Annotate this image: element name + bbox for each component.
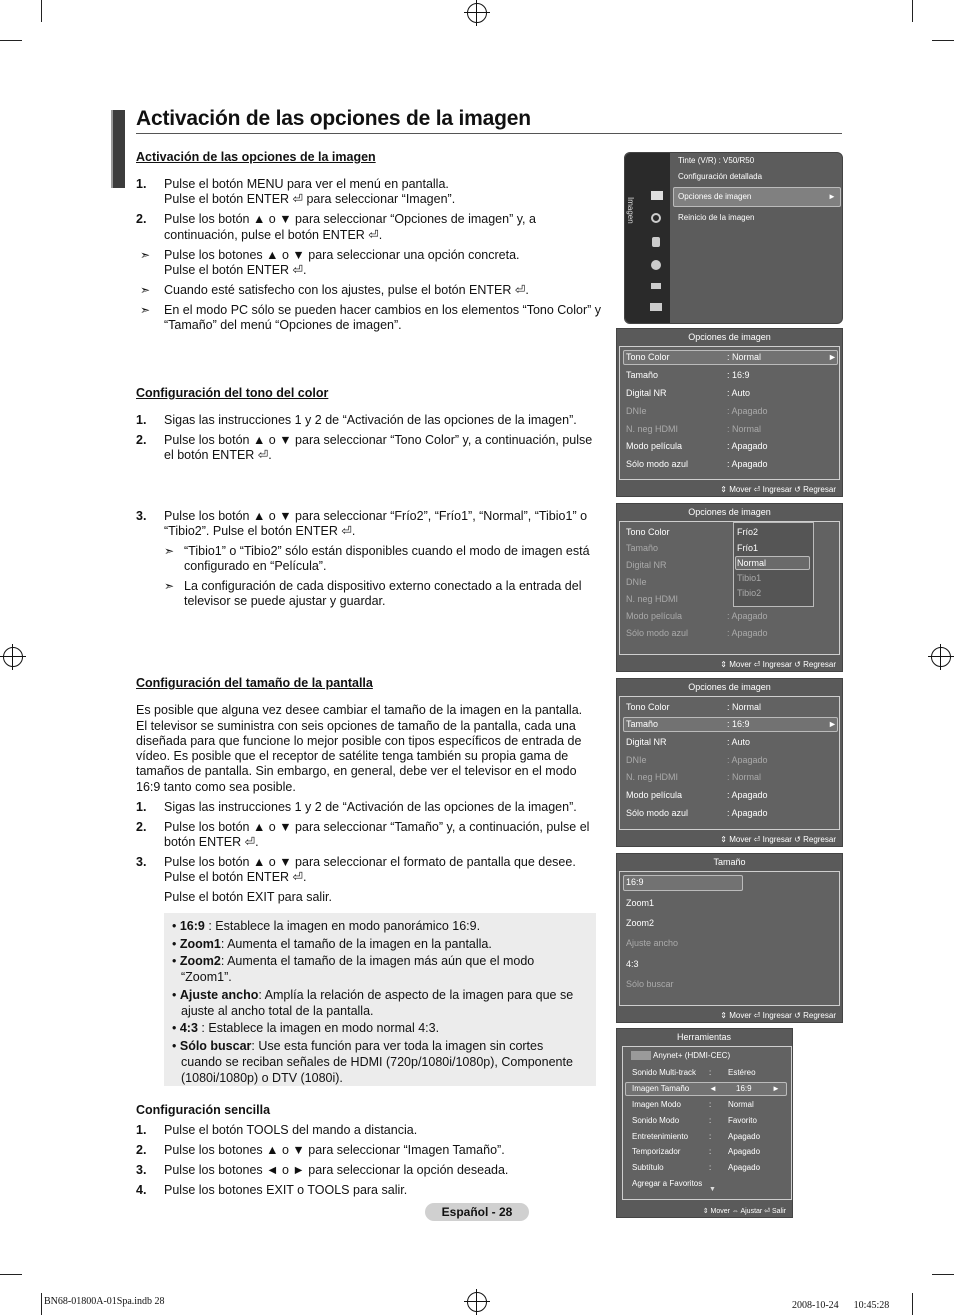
bullet-term: Sólo buscar: [179, 1038, 252, 1053]
step-text: “Tibio2”. Pulse el botón ENTER ⏎.: [164, 524, 356, 538]
arrow-right-icon[interactable]: ►: [772, 1084, 780, 1093]
note-arrow-icon: ➣: [140, 283, 151, 297]
tools-colon: :: [709, 1163, 712, 1172]
option-label: Modo película: [626, 441, 683, 451]
osd-side-label: Imagen: [626, 197, 635, 224]
size-option[interactable]: Sólo buscar: [626, 979, 674, 989]
step-text: Pulse los botones ◄ o ► para seleccionar la opción deseada.: [164, 1163, 509, 1177]
option-value: : Apagado: [727, 790, 768, 800]
bullet-dot: •: [172, 919, 180, 933]
option-label: Sólo modo azul: [626, 808, 689, 818]
bullet-term: Ajuste ancho: [179, 987, 259, 1002]
tools-label[interactable]: Subtítulo: [632, 1163, 664, 1172]
step-number: 1.: [136, 413, 147, 427]
option-label: Tono Color: [626, 527, 670, 537]
option-label: N. neg HDMI: [626, 594, 679, 604]
sound-icon: [651, 213, 661, 223]
osd-tools-menu: [616, 1028, 793, 1218]
option-value: : 16:9: [727, 719, 750, 729]
size-option[interactable]: 16:9: [626, 877, 644, 887]
option-value: : Apagado: [727, 808, 768, 818]
page-title: Activación de las opciones de la imagen: [136, 107, 531, 130]
tools-value: Normal: [728, 1100, 754, 1109]
bullet-text: : Use esta función para ver toda la imagen sin cortes: [251, 1038, 544, 1053]
crop-mark: [932, 1274, 954, 1275]
step-text: Pulse el botón EXIT para salir.: [164, 890, 332, 904]
tools-value: Estéreo: [728, 1068, 756, 1077]
tools-label[interactable]: Imagen Modo: [632, 1100, 681, 1109]
popup-item[interactable]: Tibio2: [737, 588, 762, 598]
bullet-item: [172, 988, 573, 1004]
option-value: : Auto: [727, 737, 751, 747]
bullet-item: [172, 1021, 439, 1037]
tools-label[interactable]: Entretenimiento: [632, 1132, 689, 1141]
step-text: Pulse los botón ▲ o ▼ para seleccionar “Tono Color” y, a continuación, pulse: [164, 433, 593, 447]
option-label: DNIe: [626, 755, 647, 765]
option-value: : Normal: [727, 424, 762, 434]
crop-mark: [41, 0, 42, 22]
popup-item[interactable]: Frío1: [737, 543, 759, 553]
tools-value: Apagado: [728, 1132, 761, 1141]
step-number: 1.: [136, 1123, 147, 1137]
step-number: 2.: [136, 433, 147, 447]
step-text: Sigas las instrucciones 1 y 2 de “Activación de las opciones de la imagen”.: [164, 413, 577, 427]
size-option[interactable]: Zoom1: [626, 898, 655, 908]
bullet-term: 4:3: [179, 1021, 198, 1035]
bullet-item: [172, 1039, 543, 1055]
tools-value: 16:9: [736, 1084, 752, 1093]
osd-picture-options: [616, 678, 843, 847]
option-value: : 16:9: [727, 370, 750, 380]
step-number: 3.: [136, 1163, 147, 1177]
bullet-term: 16:9: [179, 919, 205, 933]
option-label: Tono Color: [626, 352, 670, 362]
bullet-text: “Zoom1”.: [181, 970, 232, 984]
bullet-dot: •: [172, 1038, 180, 1053]
option-value: : Normal: [727, 702, 762, 712]
crop-mark: [912, 1293, 913, 1315]
step-text: Pulse el botón TOOLS del mando a distancia.: [164, 1123, 418, 1137]
osd-footer-help: ⇕ Mover ⏎ Ingresar ↺ Regresar: [720, 485, 836, 494]
step-text: Sigas las instrucciones 1 y 2 de “Activación de las opciones de la imagen”.: [164, 800, 577, 814]
note-arrow-icon: ➣: [140, 248, 151, 262]
osd-header: Opciones de imagen: [688, 332, 771, 342]
option-value: : Auto: [727, 388, 751, 398]
paragraph-line: Es posible que alguna vez desee cambiar el tamaño de la imagen en la pantalla.: [136, 703, 583, 717]
section-heading: Configuración sencilla: [136, 1103, 271, 1117]
section-heading: Activación de las opciones de la imagen: [136, 150, 376, 164]
tools-colon: :: [709, 1116, 712, 1125]
tools-value: Apagado: [728, 1163, 761, 1172]
bullet-item: [172, 919, 480, 935]
popup-item[interactable]: Normal: [737, 558, 767, 568]
arrow-right-icon: ►: [828, 352, 837, 362]
title-rule: [136, 133, 842, 134]
osd-row: Tinte (V/R) : V50/R50: [678, 156, 755, 165]
picture-icon: [651, 191, 663, 200]
tools-label[interactable]: Sonido Modo: [632, 1116, 680, 1125]
size-option[interactable]: Ajuste ancho: [626, 938, 679, 948]
bullet-text: (1080i/1080p) o DTV (1080i).: [181, 1070, 343, 1085]
option-label: Tamaño: [626, 370, 659, 380]
note-arrow-icon: ➣: [164, 579, 175, 593]
registration-mark-icon: [931, 647, 951, 667]
option-value: : Apagado: [727, 611, 768, 621]
anynet-logo-icon: [631, 1051, 651, 1060]
step-text: el botón ENTER ⏎.: [164, 448, 272, 462]
step-text: Pulse el botón MENU para ver el menú en pantalla.: [164, 177, 449, 191]
paragraph-line: diseñada para que funcione lo mejor posible con tipos específicos de entrada de: [136, 734, 582, 748]
step-number: 3.: [136, 855, 147, 869]
option-label: DNIe: [626, 577, 647, 587]
step-text: Pulse los botón ▲ o ▼ para seleccionar el formato de pantalla que desee.: [164, 855, 576, 869]
bullet-dot: •: [172, 987, 180, 1002]
note-text: configurado en “Película”.: [184, 559, 327, 573]
bullet-dot: •: [172, 954, 180, 968]
scroll-down-icon: ▼: [709, 1186, 716, 1193]
page-number-badge: Español - 28: [425, 1203, 529, 1221]
option-label: Tamaño: [626, 719, 659, 729]
tools-label[interactable]: Sonido Multi-track: [632, 1068, 697, 1077]
step-number: 1.: [136, 800, 147, 814]
note-text: Pulse los botones ▲ o ▼ para seleccionar una opción concreta.: [164, 248, 520, 262]
tools-colon: :: [709, 1147, 712, 1156]
bullet-text: : Amplía la relación de aspecto de la imagen para que se: [258, 987, 574, 1002]
bullet-item: [181, 1071, 343, 1087]
note-text: Pulse el botón ENTER ⏎.: [164, 263, 307, 277]
bullet-text: cuando se reciban señales de HDMI (720p/1080i/1080p), Componente: [181, 1054, 573, 1069]
option-label: N. neg HDMI: [626, 424, 679, 434]
tools-colon: :: [709, 1132, 712, 1141]
print-timestamp: 2008-10-24 10:45:28: [792, 1300, 890, 1311]
bullet-text: : Aumenta el tamaño de la imagen más aún que el modo: [220, 954, 535, 968]
osd-header: Opciones de imagen: [688, 507, 771, 517]
osd-picture-menu: [624, 152, 843, 324]
step-text: Pulse los botón ▲ o ▼ para seleccionar “Opciones de imagen” y, a: [164, 212, 536, 226]
option-label: Modo película: [626, 611, 683, 621]
paragraph-line: tamaños de pantalla. Sin embargo, en general, debe ver el televisor en el modo: [136, 764, 577, 778]
crop-mark: [41, 1293, 42, 1315]
option-label: Sólo modo azul: [626, 459, 689, 469]
paragraph-line: vídeo. Es posible que el receptor de satélite tenga también su propia gama de: [136, 749, 569, 763]
option-label: Digital NR: [626, 737, 667, 747]
option-value: : Normal: [727, 772, 762, 782]
osd-color-tone-popup: [616, 503, 843, 672]
tools-label[interactable]: Agregar a Favoritos: [632, 1179, 703, 1188]
paragraph-line: El televisor se suministra con seis opciones de tamaño de la pantalla, cada una: [136, 719, 576, 733]
bullet-term: Zoom1: [179, 936, 221, 951]
osd-sidebar: [625, 153, 670, 323]
step-number: 3.: [136, 509, 147, 523]
osd-picture-options: [616, 328, 843, 497]
option-value: : Normal: [727, 352, 762, 362]
tools-colon: :: [709, 1100, 712, 1109]
option-label: Digital NR: [626, 388, 667, 398]
section-heading: Configuración del tamaño de la pantalla: [136, 676, 373, 690]
option-label: Digital NR: [626, 560, 667, 570]
bullet-text: : Establece la imagen en modo normal 4:3.: [197, 1021, 440, 1035]
crop-mark: [0, 40, 22, 41]
bullet-item: [181, 970, 232, 986]
support-icon: [650, 303, 662, 311]
step-text: Pulse los botón ▲ o ▼ para seleccionar “Tamaño” y, a continuación, pulse el: [164, 820, 590, 834]
title-bar: [113, 110, 125, 188]
option-label: Tamaño: [626, 543, 659, 553]
osd-row: Opciones de imagen: [678, 192, 752, 201]
tools-colon: :: [709, 1068, 712, 1077]
arrow-right-icon: ►: [828, 719, 837, 729]
size-option[interactable]: Zoom2: [626, 918, 655, 928]
option-label: DNIe: [626, 406, 647, 416]
tools-value: Apagado: [728, 1147, 761, 1156]
osd-row: Reinicio de la imagen: [678, 213, 755, 222]
step-number: 2.: [136, 1143, 147, 1157]
popup-item[interactable]: Tibio1: [737, 573, 762, 583]
channel-icon: [652, 237, 660, 247]
step-number: 2.: [136, 820, 147, 834]
osd-row: Configuración detallada: [678, 172, 763, 181]
osd-header: Opciones de imagen: [688, 682, 771, 692]
crop-mark: [0, 1274, 22, 1275]
option-label: Modo película: [626, 790, 683, 800]
tools-value: Favorito: [728, 1116, 757, 1125]
option-value: : Apagado: [727, 628, 768, 638]
print-file-label: BN68-01800A-01Spa.indb 28: [44, 1296, 165, 1307]
step-number: 1.: [136, 177, 147, 191]
paragraph-line: 16:9 tanto como sea posible.: [136, 780, 296, 794]
bullet-term: Zoom2: [179, 954, 221, 968]
registration-mark-icon: [3, 647, 23, 667]
tools-label[interactable]: Imagen Tamaño: [632, 1084, 690, 1093]
osd-footer-help: ⇕ Mover ⏎ Ingresar ↺ Regresar: [720, 660, 836, 669]
bullet-text: : Establece la imagen en modo panorámico 16:9.: [204, 919, 481, 933]
bullet-text: : Aumenta el tamaño de la imagen en la pantalla.: [220, 936, 492, 951]
step-text: Pulse los botones EXIT o TOOLS para salir.: [164, 1183, 408, 1197]
input-icon: [651, 283, 661, 289]
registration-mark-icon: [467, 1292, 487, 1312]
step-text: Pulse el botón ENTER ⏎.: [164, 870, 307, 884]
note-text: Cuando esté satisfecho con los ajustes, pulse el botón ENTER ⏎.: [164, 283, 529, 297]
osd-header: Herramientas: [677, 1032, 732, 1042]
arrow-left-icon[interactable]: ◄: [709, 1084, 717, 1093]
note-text: La configuración de cada dispositivo externo conectado a la entrada del: [184, 579, 582, 593]
osd-footer-help: ⇕ Mover ⏎ Ingresar ↺ Regresar: [720, 1011, 836, 1020]
setup-icon: [651, 260, 661, 270]
option-value: : Apagado: [727, 441, 768, 451]
step-number: 4.: [136, 1183, 147, 1197]
bullet-text: ajuste al ancho total de la pantalla.: [181, 1003, 374, 1018]
bullet-item: [181, 1004, 374, 1020]
bullet-item: [172, 954, 534, 970]
registration-mark-icon: [467, 3, 487, 23]
osd-footer-help: ⇕ Mover ⇔ Ajustar ⏎ Salir: [702, 1208, 786, 1215]
note-text: “Tamaño” del menú “Opciones de imagen”.: [164, 318, 402, 332]
bullet-dot: •: [172, 936, 180, 951]
step-text: Pulse los botones ▲ o ▼ para seleccionar “Imagen Tamaño”.: [164, 1143, 505, 1157]
note-arrow-icon: ➣: [140, 303, 151, 317]
arrow-right-icon: ►: [828, 192, 836, 201]
note-text: “Tibio1” o “Tibio2” sólo están disponibles cuando el modo de imagen está: [184, 544, 590, 558]
option-value: : Apagado: [727, 406, 768, 416]
step-number: 2.: [136, 212, 147, 226]
step-text: Pulse los botón ▲ o ▼ para seleccionar “Frío2”, “Frío1”, “Normal”, “Tibio1” o: [164, 509, 588, 523]
section-heading: Configuración del tono del color: [136, 386, 329, 400]
option-label: Tono Color: [626, 702, 670, 712]
osd-footer-help: ⇕ Mover ⏎ Ingresar ↺ Regresar: [720, 835, 836, 844]
popup-item[interactable]: Frío2: [737, 527, 759, 537]
osd-header: Tamaño: [713, 857, 746, 867]
bullet-item: [172, 937, 492, 953]
option-value: : Apagado: [727, 755, 768, 765]
crop-mark: [932, 40, 954, 41]
note-text: televisor se puede ajustar y guardar.: [184, 594, 386, 608]
note-text: En el modo PC sólo se pueden hacer cambios en los elementos “Tono Color” y: [164, 303, 602, 317]
size-option[interactable]: 4:3: [626, 959, 639, 969]
step-text: Pulse el botón ENTER ⏎ para seleccionar “Imagen”.: [164, 192, 456, 206]
crop-mark: [912, 0, 913, 22]
note-arrow-icon: ➣: [164, 544, 175, 558]
step-text: continuación, pulse el botón ENTER ⏎.: [164, 228, 383, 242]
option-label: Sólo modo azul: [626, 628, 689, 638]
bullet-item: [181, 1055, 573, 1071]
tools-label[interactable]: Temporizador: [632, 1147, 681, 1156]
osd-size-menu: [616, 853, 843, 1023]
step-text: botón ENTER ⏎.: [164, 835, 259, 849]
option-value: : Apagado: [727, 459, 768, 469]
option-label: N. neg HDMI: [626, 772, 679, 782]
bullet-dot: •: [172, 1021, 180, 1035]
tools-anynet[interactable]: Anynet+ (HDMI-CEC): [653, 1051, 731, 1060]
